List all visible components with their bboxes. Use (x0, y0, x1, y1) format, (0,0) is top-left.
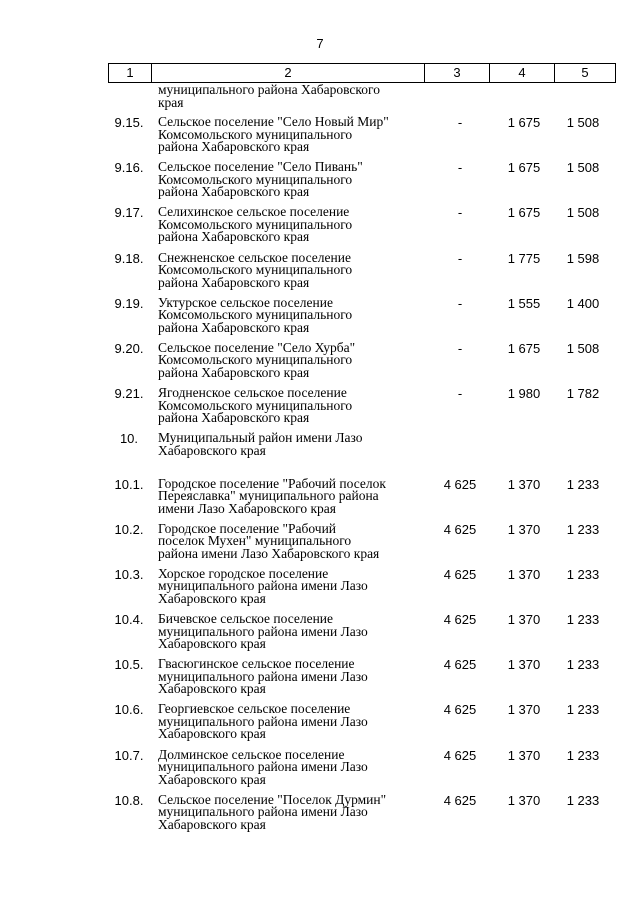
row-number: 10.3. (114, 566, 144, 582)
row-name: Городское поселение "Рабочий поселок Переяславка" муниципального района имени Лазо Хабаровского края (158, 475, 386, 516)
row-col-4: 1 675 (507, 205, 541, 221)
row-col-5: 1 400 (566, 295, 600, 311)
row-number: 9.16. (114, 160, 144, 176)
header-col-2: 2 (152, 64, 425, 83)
table-body (0, 116, 640, 839)
table-row (0, 658, 640, 703)
table-row (0, 294, 640, 342)
header-col-4: 4 (490, 64, 555, 83)
row-col-3: 4 625 (443, 702, 477, 718)
row-col-3: 4 625 (443, 476, 477, 492)
row-name: Ягодненское сельское поселение Комсомольского муниципального района Хабаровского края (158, 385, 353, 426)
row-number: 9.19. (114, 295, 144, 311)
row-col-3: 4 625 (443, 612, 477, 628)
table-row (0, 746, 640, 794)
row-col-3: - (457, 115, 463, 130)
row-col-3: 4 625 (443, 566, 477, 582)
row-col-4: 1 370 (507, 747, 541, 763)
table-row (0, 249, 640, 297)
row-col-4: 1 370 (507, 612, 541, 628)
row-name: Хорское городское поселение муниципального района имени Лазо Хабаровского края (158, 565, 368, 606)
row-col-4: 1 370 (507, 566, 541, 582)
header-col-1: 1 (109, 64, 152, 83)
table-header (108, 63, 616, 83)
row-col-4: 1 675 (507, 115, 541, 130)
row-col-5: 1 233 (566, 702, 600, 718)
table-row (0, 703, 640, 748)
row-col-3: - (457, 160, 463, 176)
row-col-3: - (457, 386, 463, 402)
row-number: 10.5. (114, 657, 144, 673)
continued-row-text: муниципального района Хабаровского края (158, 82, 380, 110)
row-col-5: 1 233 (566, 792, 600, 808)
row-col-3: 4 625 (443, 792, 477, 808)
row-col-5: 1 508 (566, 205, 600, 221)
row-name: Муниципальный район имени Лазо Хабаровского края (158, 430, 363, 458)
row-name: Сельское поселение "Село Хурба" Комсомольского муниципального района Хабаровского края (158, 339, 356, 380)
table-row (0, 613, 640, 658)
row-number: 10.8. (114, 792, 144, 808)
row-number: 9.15. (114, 115, 144, 130)
header-row (109, 64, 616, 83)
row-col-3: - (457, 340, 463, 356)
row-name: Долминское сельское поселение муниципального района имени Лазо Хабаровского края (158, 746, 368, 787)
row-number: 10.4. (114, 612, 144, 628)
row-name: Снежненское сельское поселение Комсомольского муниципального района Хабаровского края (158, 249, 353, 290)
row-col-3: 4 625 (443, 747, 477, 763)
row-col-4: 1 675 (507, 340, 541, 356)
row-col-4: 1 370 (507, 476, 541, 492)
row-col-5: 1 508 (566, 340, 600, 356)
row-col-5: 1 233 (566, 476, 600, 492)
row-col-4: 1 775 (507, 250, 541, 266)
row-col-4: 1 370 (507, 792, 541, 808)
row-col-5: 1 508 (566, 160, 600, 176)
row-col-5: 1 233 (566, 657, 600, 673)
row-number: 10.1. (114, 476, 144, 492)
row-name: Уктурское сельское поселение Комсомольского муниципального района Хабаровского края (158, 294, 353, 335)
table-row (0, 387, 640, 432)
row-col-3: - (457, 250, 463, 266)
row-col-5: 1 508 (566, 115, 600, 130)
row-name: Бичевское сельское поселение муниципального района имени Лазо Хабаровского края (158, 611, 368, 652)
table-row (0, 475, 640, 523)
table-row (0, 791, 640, 839)
page-number: 7 (316, 36, 324, 51)
table-row (0, 116, 640, 161)
row-col-5: 1 598 (566, 250, 600, 266)
table-row (0, 339, 640, 387)
row-col-4: 1 675 (507, 160, 541, 176)
row-name: Георгиевское сельское поселение муниципального района имени Лазо Хабаровского края (158, 701, 368, 742)
header-col-5: 5 (555, 64, 616, 83)
row-name: Гвасюгинское сельское поселение муниципального района имени Лазо Хабаровского края (158, 656, 368, 697)
row-col-4: 1 980 (507, 386, 541, 402)
row-name: Сельское поселение "Село Новый Мир" Комсомольского муниципального района Хабаровского края (158, 114, 389, 154)
row-col-3: - (457, 205, 463, 221)
row-number: 10.7. (114, 747, 144, 763)
row-number: 9.18. (114, 250, 144, 266)
table-row (0, 206, 640, 251)
table-row (0, 161, 640, 206)
row-number: 10. (119, 431, 139, 447)
row-number: 9.20. (114, 340, 144, 356)
row-col-4: 1 370 (507, 657, 541, 673)
row-name: Сельское поселение "Село Пивань" Комсомольского муниципального района Хабаровского края (158, 159, 363, 200)
row-col-3: 4 625 (443, 657, 477, 673)
row-col-3: - (457, 295, 463, 311)
row-number: 10.6. (114, 702, 144, 718)
table-row (0, 520, 640, 568)
row-name: Селихинское сельское поселение Комсомольского муниципального района Хабаровского края (158, 204, 353, 245)
row-name: Городское поселение "Рабочий поселок Мухен" муниципального района имени Лазо Хабаровского края (158, 520, 380, 561)
row-col-4: 1 555 (507, 295, 541, 311)
row-col-3: 4 625 (443, 521, 477, 537)
table-row (0, 565, 640, 613)
row-col-5: 1 233 (566, 747, 600, 763)
row-col-5: 1 782 (566, 386, 600, 402)
row-col-5: 1 233 (566, 566, 600, 582)
row-col-5: 1 233 (566, 612, 600, 628)
row-name: Сельское поселение "Поселок Дурмин" муниципального района имени Лазо Хабаровского края (158, 791, 387, 832)
table-row (0, 432, 640, 477)
row-col-4: 1 370 (507, 521, 541, 537)
row-number: 10.2. (114, 521, 144, 537)
row-col-5: 1 233 (566, 521, 600, 537)
row-number: 9.17. (114, 205, 144, 221)
row-number: 9.21. (114, 386, 144, 402)
row-col-4: 1 370 (507, 702, 541, 718)
header-col-3: 3 (425, 64, 490, 83)
